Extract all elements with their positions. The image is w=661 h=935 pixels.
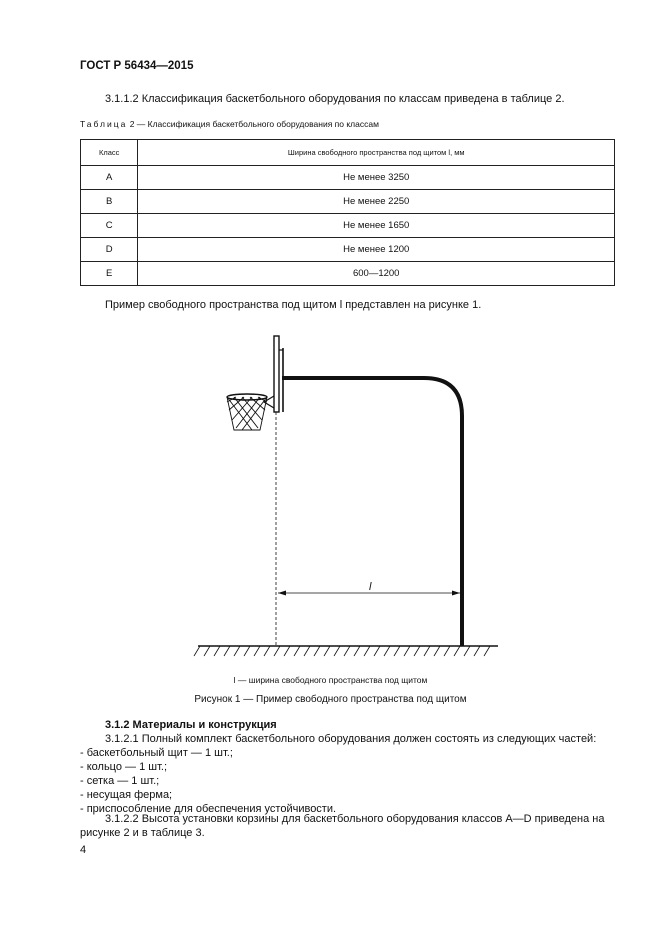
intro-paragraph: 3.1.1.2 Классификация баскетбольного оборудования по классам приведена в таблице 2. [105,93,565,105]
document-header: ГОСТ Р 56434—2015 [80,60,194,72]
column-header-width: Ширина свободного пространства под щитом l, мм [138,140,615,166]
figure-caption: Рисунок 1 — Пример свободного пространства под щитом [194,694,467,705]
example-paragraph: Пример свободного пространства под щитом l представлен на рисунке 1. [105,299,482,311]
table-caption [80,119,379,129]
width-cell: Не менее 3250 [138,166,615,190]
table-row [81,166,615,190]
column-header-class: Класс [81,140,138,166]
width-cell: Не менее 1200 [138,238,615,262]
list-item: - приспособление для обеспечения устойчивости. [80,803,337,815]
table-header-row [81,140,615,166]
width-cell: Не менее 1650 [138,214,615,238]
backboard [274,336,279,412]
table-row [81,262,615,286]
dimension-arrow-right [452,591,460,596]
table-caption-word: Таблица [80,119,128,129]
list-item: - сетка — 1 шт.; [80,775,160,787]
class-cell: E [81,262,138,286]
dimension-arrow-left [278,591,286,596]
classification-table [80,139,615,286]
net [227,397,267,430]
section-paragraph-1: 3.1.2.1 Полный комплект баскетбольного оборудования должен состоять из следующих частей: [105,733,597,745]
table-caption-text: 2 — Классификация баскетбольного оборудования по классам [127,119,379,129]
section-paragraph-2: 3.1.2.2 Высота установки корзины для баскетбольного оборудования классов A—D приведена на [105,813,605,825]
page-number: 4 [80,844,87,856]
class-cell: D [81,238,138,262]
dimension-label: l [369,581,372,593]
ground-hatching [194,646,490,656]
width-cell: 600—1200 [138,262,615,286]
section-paragraph-2-continued: рисунке 2 и в таблице 3. [80,827,205,839]
basketball-stand-figure [190,330,510,660]
table-row [81,238,615,262]
support-pole [282,378,462,646]
list-item: - баскетбольный щит — 1 шт.; [80,747,233,759]
class-cell: A [81,166,138,190]
list-item: - несущая ферма; [80,789,173,801]
table-row [81,190,615,214]
figure-legend: l — ширина свободного пространства под щитом [233,675,428,685]
class-cell: C [81,214,138,238]
width-cell: Не менее 2250 [138,190,615,214]
class-cell: B [81,190,138,214]
section-title: 3.1.2 Материалы и конструкция [105,719,277,731]
table-row [81,214,615,238]
list-item: - кольцо — 1 шт.; [80,761,168,773]
